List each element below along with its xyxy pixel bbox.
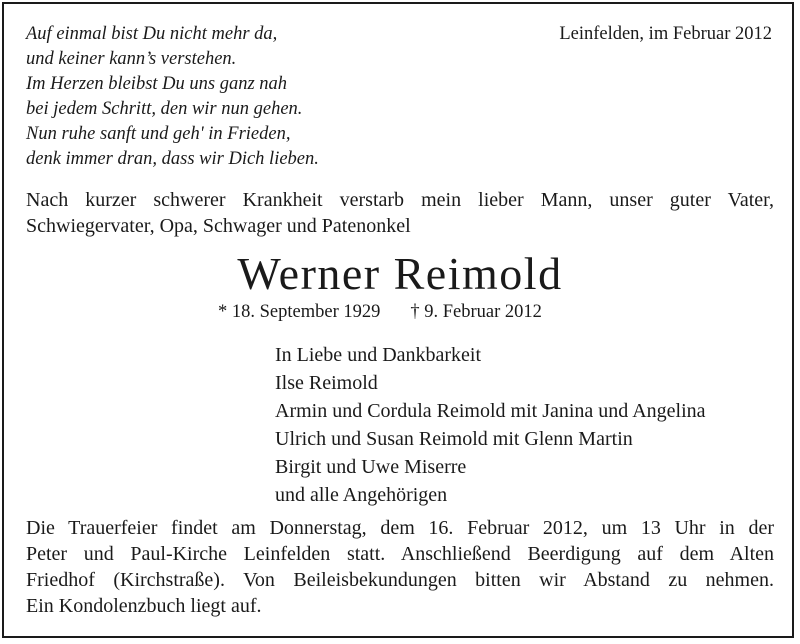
deceased-name: Werner Reimold [237,248,563,299]
mourner-line: Armin und Cordula Reimold mit Janina und Angelina [275,400,706,422]
notice-line: Die Trauerfeier findet am Donnerstag, dem 16. Februar 2012, um 13 Uhr in der [26,517,774,539]
poem-line: und keiner kann’s verstehen. [26,49,237,69]
notice-line: Friedhof (Kirchstraße). Von Beileisbekundungen bitten wir Abstand zu nehmen. [26,569,774,591]
life-dates [218,300,542,325]
poem-line: Auf einmal bist Du nicht mehr da, [26,24,278,44]
mourner-line: Ilse Reimold [275,372,378,394]
mourner-line: und alle Angehörigen [275,484,448,506]
death-date: † 9. Februar 2012 [410,302,542,322]
mourner-line: In Liebe und Dankbarkeit [275,344,482,366]
intro-line: Nach kurzer schwerer Krankheit verstarb mein lieber Mann, unser guter Vater, [26,189,774,211]
intro-line: Schwiegervater, Opa, Schwager und Patenonkel [26,215,411,237]
poem-line: Nun ruhe sanft und geh' in Frieden, [26,124,291,144]
notice-line: Peter und Paul-Kirche Leinfelden statt. Anschließend Beerdigung auf dem Alten [26,543,774,565]
poem [26,22,319,172]
poem-line: Im Herzen bleibst Du uns ganz nah [26,74,288,94]
funeral-notice [26,515,774,619]
mourner-line: Birgit und Uwe Miserre [275,456,467,478]
mourner-line: Ulrich und Susan Reimold mit Glenn Martin [275,428,633,450]
poem-line: denk immer dran, dass wir Dich lieben. [26,149,319,169]
mourners-list [275,341,706,509]
poem-line: bei jedem Schritt, den wir nun gehen. [26,99,303,119]
place-date: Leinfelden, im Februar 2012 [559,24,772,44]
intro-text [26,187,774,239]
notice-line: Ein Kondolenzbuch liegt auf. [26,595,262,617]
birth-date: * 18. September 1929 [218,302,381,322]
